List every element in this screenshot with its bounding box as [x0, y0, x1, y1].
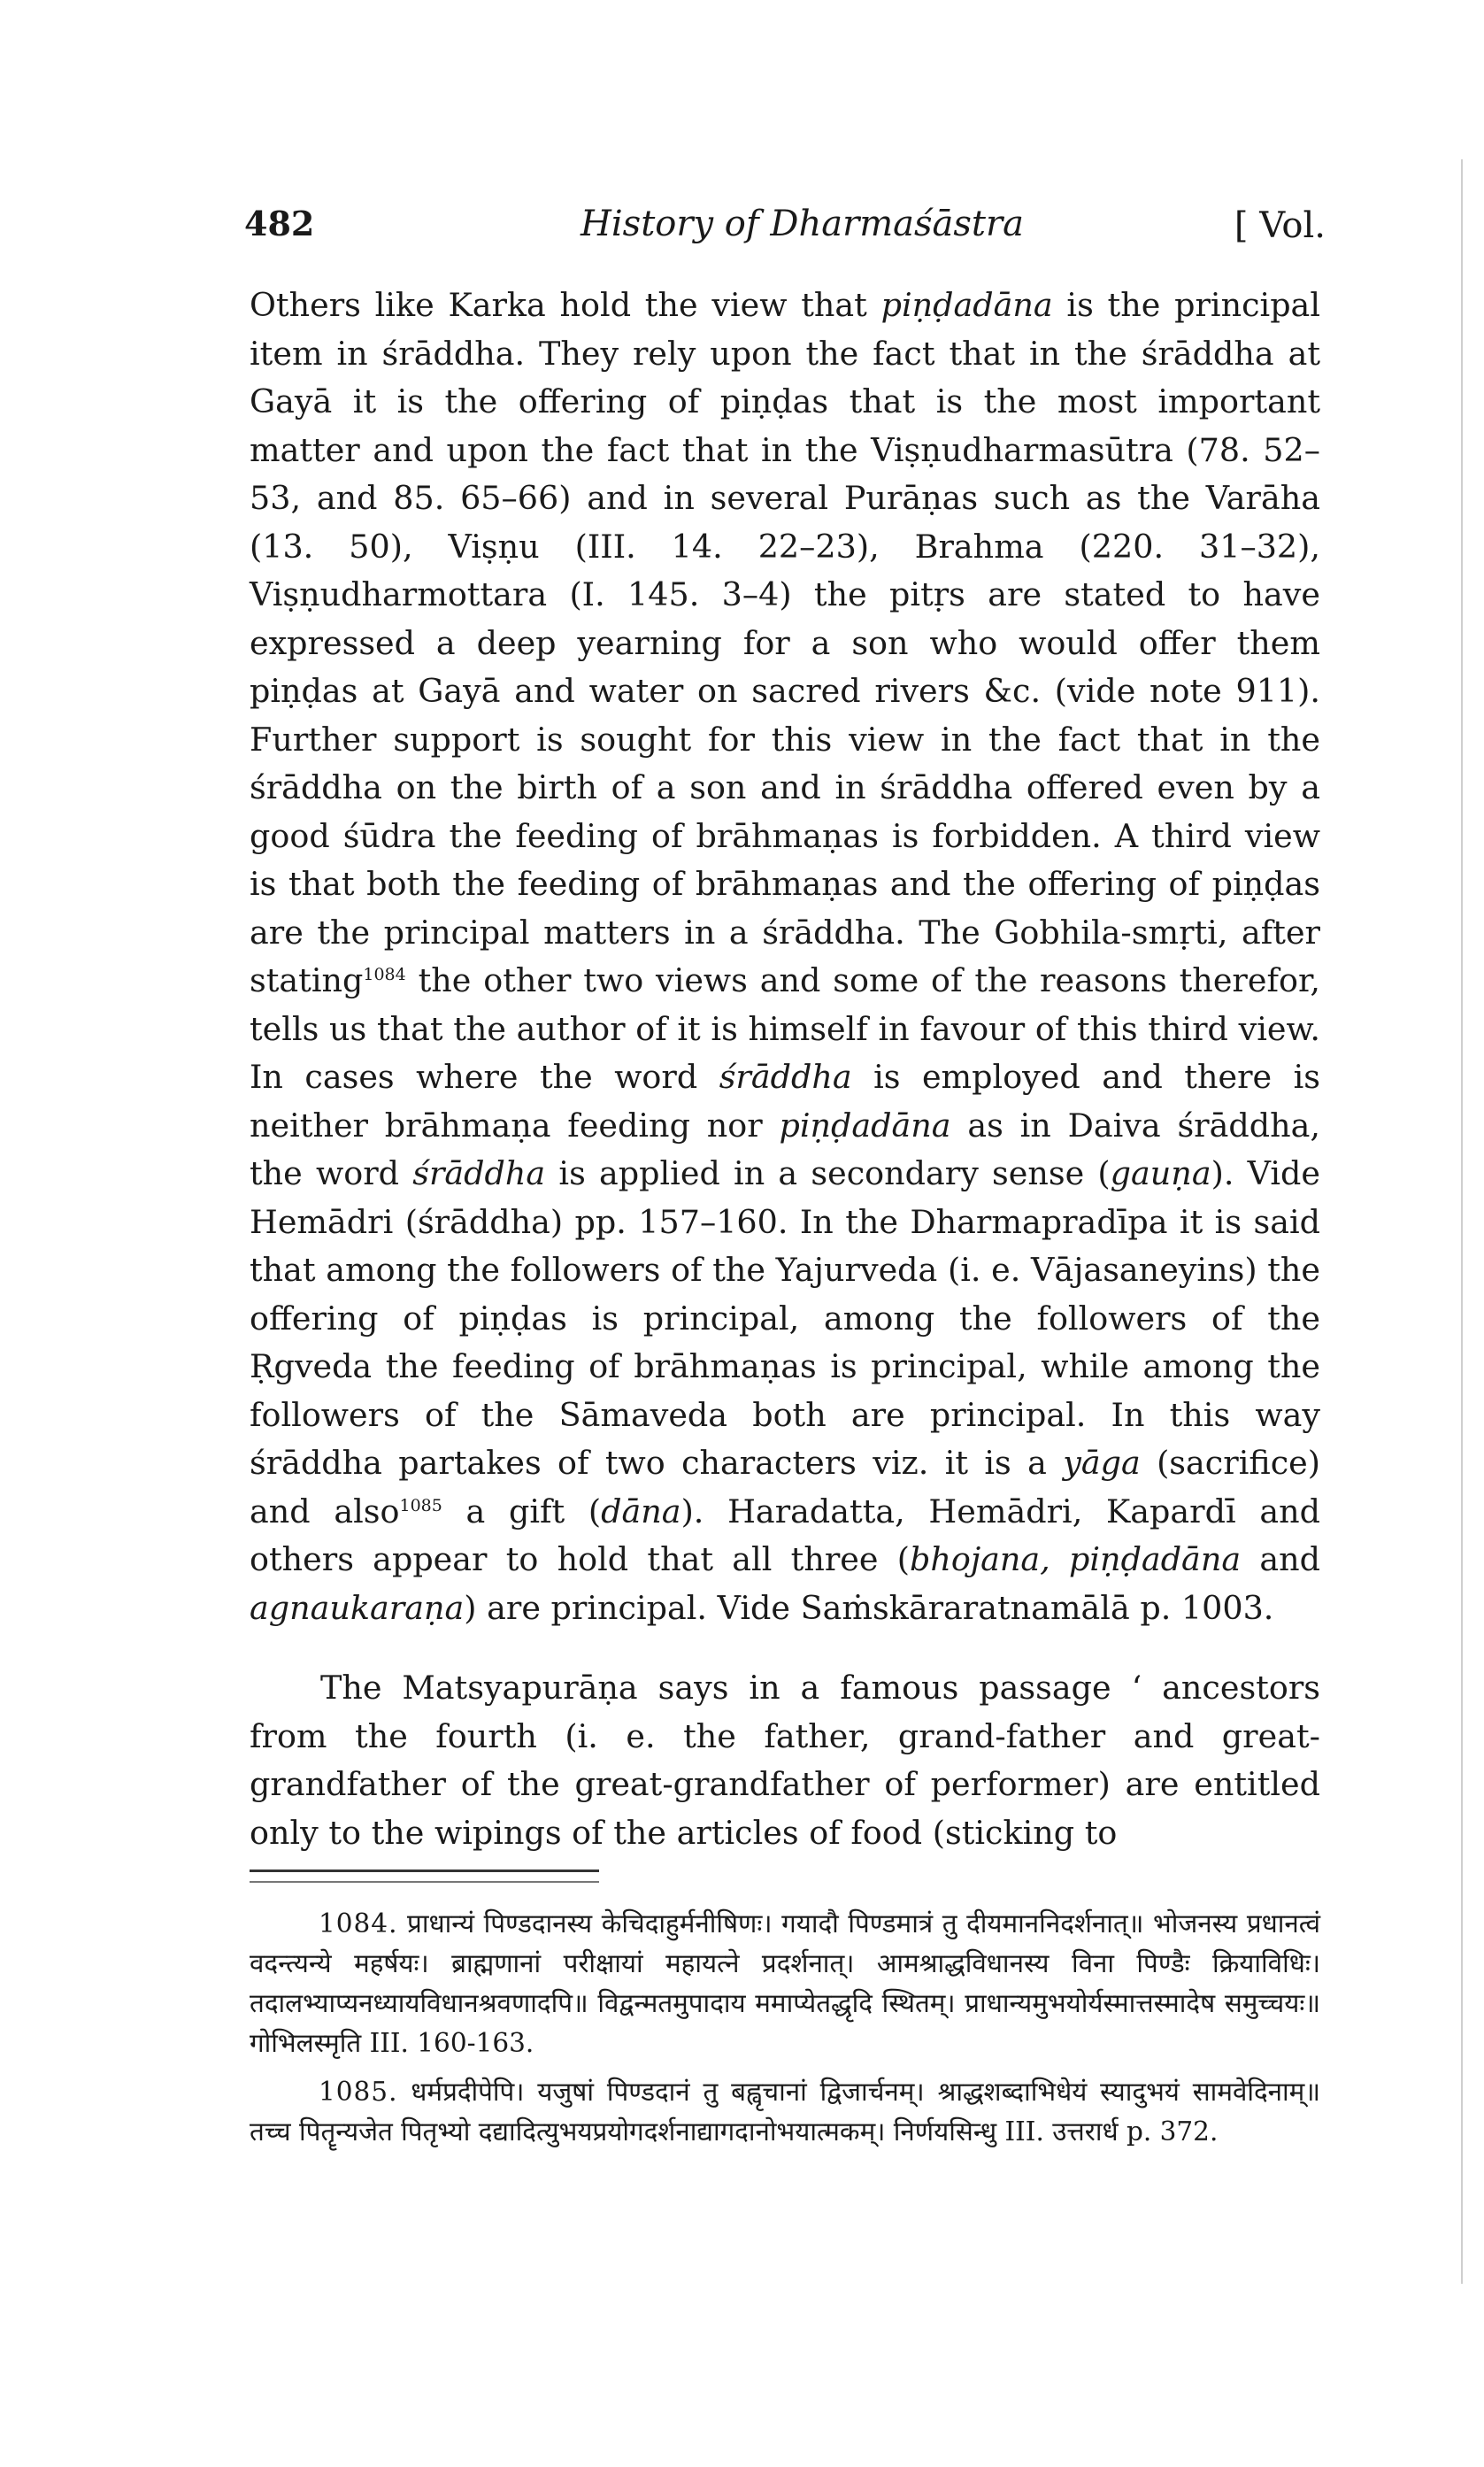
footnote-text: प्राधान्यं पिण्डदानस्य केचिदाहुर्मनीषिणः। गयादौ पिण्डमात्रं तु दीयमाननिदर्शनात्॥ भोजनस्य प्रधानत्वं वदन्त्यन्ये महर्षयः। ब्राह्मणानां परीक्षायां महायत्ने प्रदर्शनात्। आमश्राद्धविधानस्य विना पिण्डैः क्रियाविधिः। तदालभ्याप्यनध्यायविधानश्रवणादपि॥ विद्वन्मतमुपादाय ममाप्येतद्धृदि स्थितम्। प्राधान्यमुभयोर्यस्मात्तस्मादेष समुच्चयः॥ गोभिलस्मृति III. 160-163. [250, 1908, 1320, 2058]
text-run: is applied in a secondary sense ( [545, 1154, 1111, 1192]
text-run: Others like Karka hold the view that [250, 286, 881, 324]
footnote-text: धर्मप्रदीपेपि। यजुषां पिण्डदानं तु बह्वृचानां द्विजार्चनम्। श्राद्धशब्दाभिधेयं स्यादुभयं सामवेदिनाम्॥ तच्च पितॄन्यजेत पितृभ्यो दद्यादित्युभयप्रयोगदर्शनाद्यागदानोभयात्मकम्। निर्णयसिन्धु III. उत्तरार्ध p. 372. [250, 2077, 1320, 2147]
text-run: the other two views and some of the reasons therefor, tells us that the author of it is himself in favour of this third view. In cases where the word [250, 961, 1320, 1096]
italic-term: śrāddha [412, 1154, 546, 1192]
text-run: ). Vide Hemādri (śrāddha) pp. 157–160. In the Dharmapradīpa it is said that among the followers of the Yajurveda (i. e. Vājasaneyins) the offering of piṇḍas is principal, among the followers of the Ṛgveda the feeding of brāhmaṇas is principal, while among the followers of the Sāmaveda both are principal. In this way śrāddha partakes of two characters viz. it is a [250, 1154, 1320, 1482]
footnote-1085 [250, 2072, 1320, 2152]
text-run: as in Daiva śrāddha, the word [250, 1106, 1320, 1192]
text-run: The Matsyapurāṇa says in a famous passage ‘ ancestors from the fourth (i. e. the father, grand-father and great-grandfather of the great-grandfather of performer) are entitled only to the wipings of the articles of food (sticking to [250, 1669, 1320, 1852]
italic-term: gauṇa [1110, 1154, 1211, 1192]
main-text [250, 281, 1320, 2161]
running-title: History of Dharmaśāstra [581, 204, 1024, 244]
footnote-separator [250, 1870, 599, 1883]
footnote-number: 1084. [319, 1908, 398, 1939]
footnote-ref: 1084 [363, 964, 406, 984]
footnote-number: 1085. [319, 2077, 398, 2107]
scan-edge-line [1461, 159, 1463, 2284]
page-number: 482 [244, 204, 315, 243]
italic-term: dāna [601, 1492, 681, 1530]
text-run: a gift ( [442, 1492, 602, 1530]
italic-term: agnaukaraṇa [250, 1588, 465, 1627]
italic-term: bhojana, piṇḍadāna [909, 1540, 1242, 1578]
text-run: (sacrifice) and also [250, 1444, 1320, 1530]
volume-label: [ Vol. [1234, 205, 1326, 246]
text-run: is the principal item in śrāddha. They rely upon the fact that in the śrāddha at Gayā it is the offering of piṇḍas that is the most important matter and upon the fact that in the Viṣṇudharmasūtra (78. 52–53, and 85. 65–66) and in several Purāṇas such as the Varāha (13. 50), Viṣṇu (III. 14. 22–23), Brahma (220. 31–32), Viṣṇudharmottara (I. 145. 3–4) the pitṛs are stated to have expressed a deep yearning for a son who would offer them piṇḍas at Gayā and water on sacred rivers &c. (vide note 911). Further support is sought for this view in the fact that in the śrāddha on the birth of a son and in śrāddha offered even by a good śūdra the feeding of brāhmaṇas is forbidden. A third view is that both the feeding of brāhmaṇas and the offering of piṇḍas are the principal matters in a śrāddha. The Gobhila-smṛti, after stating [250, 286, 1320, 999]
italic-term: piṇḍadāna [880, 286, 1053, 324]
paragraph-pindadana-view [250, 281, 1320, 1632]
footnote-1084 [250, 1904, 1320, 2063]
footnote-ref: 1085 [399, 1495, 442, 1515]
text-run: is employed and there is neither brāhmaṇa feeding nor [250, 1058, 1320, 1145]
text-run: and [1241, 1540, 1320, 1578]
italic-term: piṇḍadāna [779, 1106, 951, 1145]
page-header [244, 204, 1326, 266]
italic-term: yāga [1063, 1444, 1141, 1482]
italic-term: śrāddha [719, 1058, 852, 1096]
text-run: ) are principal. Vide Saṁskāraratnamālā p. 1003. [464, 1588, 1274, 1627]
text-run: ). Haradatta, Hemādri, Kapardī and others appear to hold that all three ( [250, 1492, 1320, 1578]
paragraph-matsyapurana [250, 1664, 1320, 1857]
